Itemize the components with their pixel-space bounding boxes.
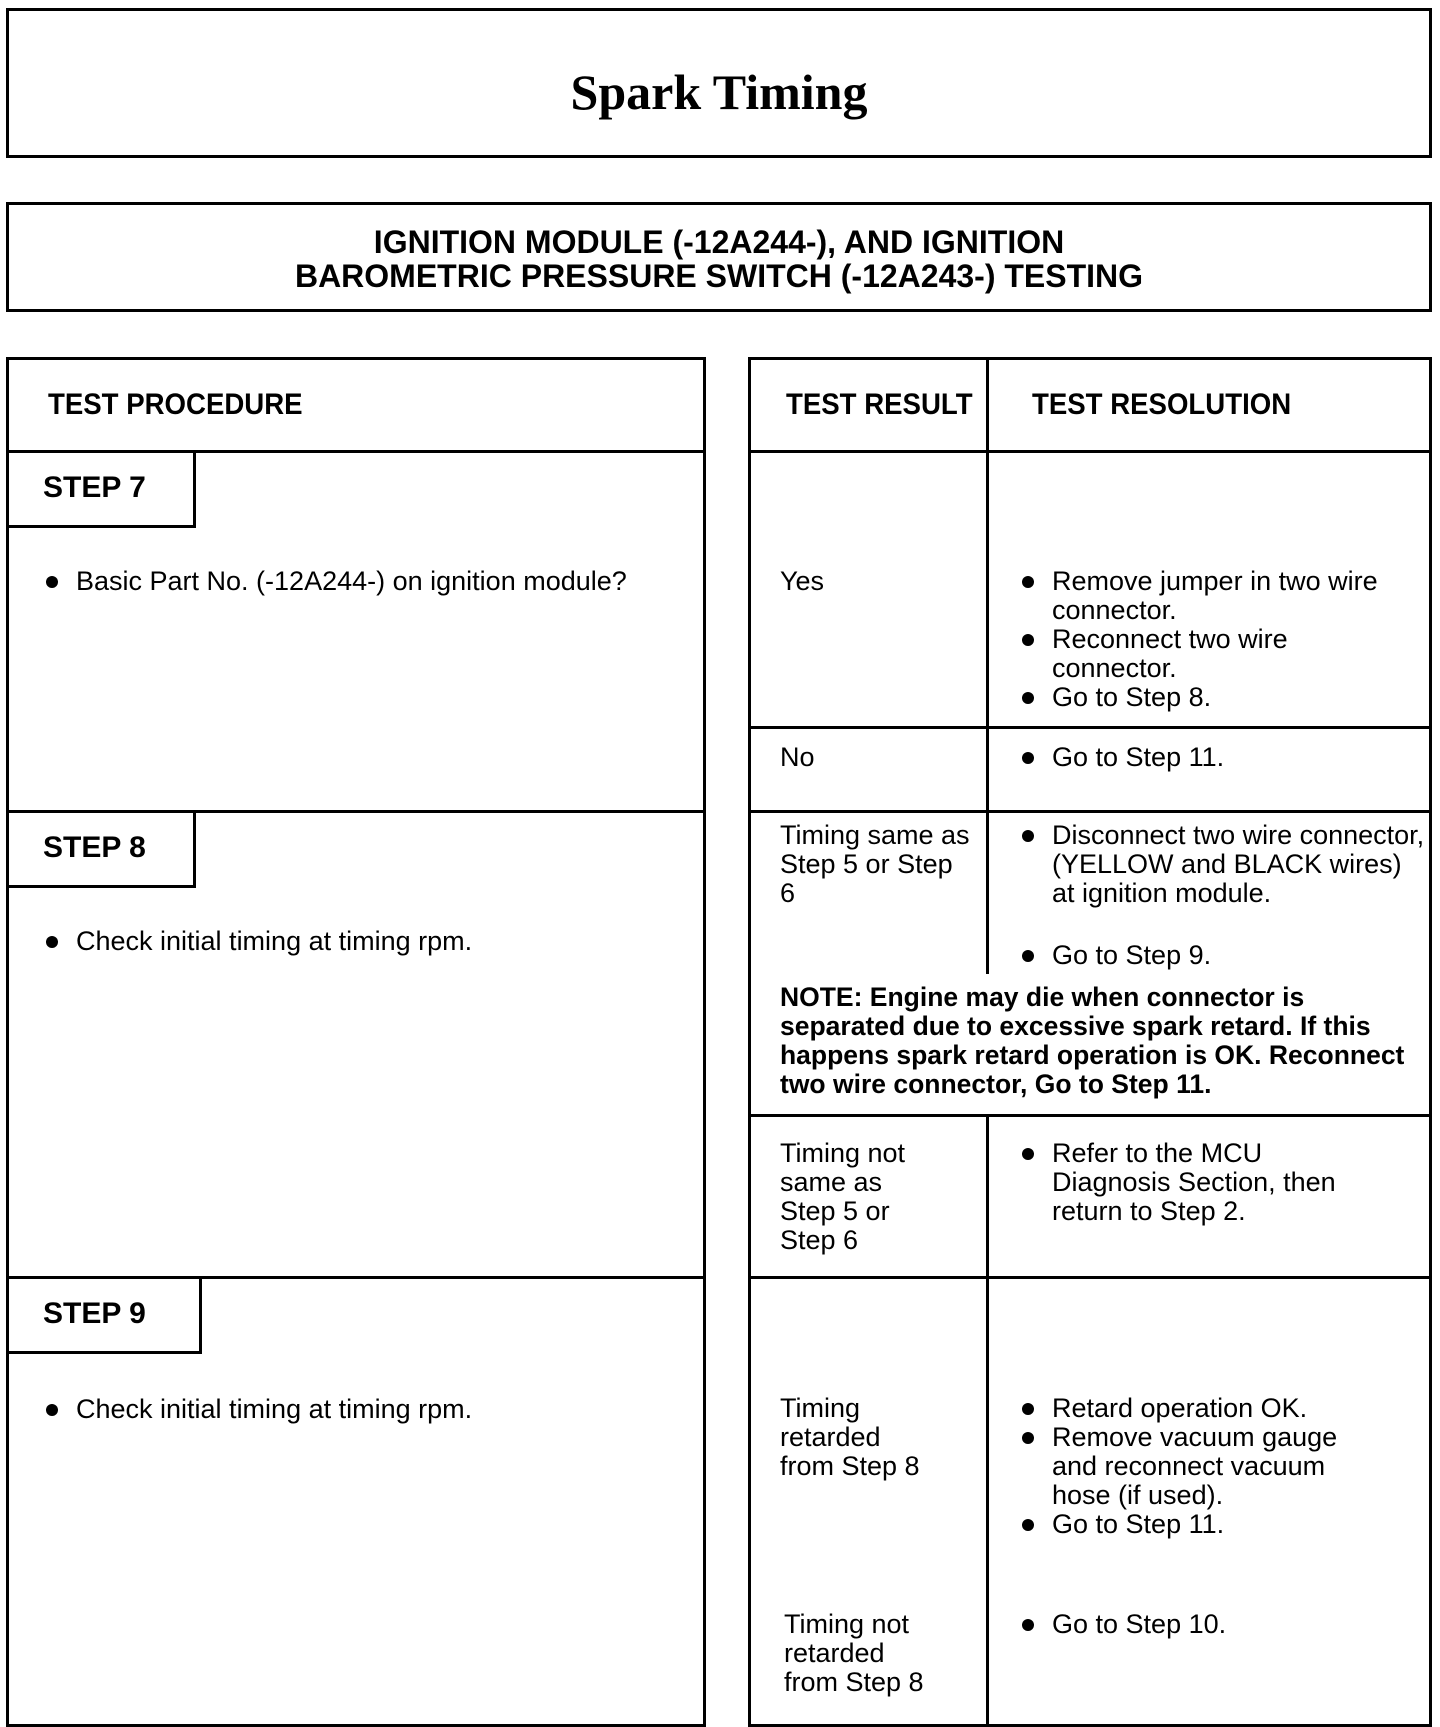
result-cell: Yes (780, 566, 825, 596)
procedure-column (6, 357, 706, 1727)
resolution-item: Disconnect two wire connector, (YELLOW and BLACK wires) at ignition module. (1020, 821, 1427, 908)
row-divider (748, 810, 1432, 813)
resolution-item: Remove vacuum gauge and reconnect vacuum hose (if used). (1020, 1423, 1382, 1510)
section-heading-line-2: BAROMETRIC PRESSURE SWITCH (-12A243-) TESTING (294, 258, 1144, 294)
step-7-procedure: Basic Part No. (-12A244-) on ignition module? (44, 567, 636, 596)
procedure-header: TEST PROCEDURE (48, 388, 303, 421)
page-title-box (6, 8, 1432, 158)
row-divider (748, 726, 1432, 729)
column-divider (986, 1114, 989, 1727)
section-heading (9, 225, 1429, 293)
bullet-icon (1022, 692, 1034, 704)
section-heading-line-1: IGNITION MODULE (-12A244-), AND IGNITION (373, 224, 1065, 260)
section-heading-box (6, 202, 1432, 312)
resolution-item: Go to Step 10. (1020, 1610, 1382, 1639)
bullet-icon (1022, 1519, 1034, 1531)
step-9-label: STEP 9 (6, 1276, 202, 1354)
bullet-icon (46, 1404, 58, 1416)
bullet-icon (1022, 1432, 1034, 1444)
resolution-item: Refer to the MCU Diagnosis Section, then return to Step 2. (1020, 1139, 1382, 1226)
result-cell: Timing not retarded from Step 8 (784, 1609, 924, 1697)
step-7-label: STEP 7 (6, 450, 196, 528)
resolution-item: Go to Step 11. (1020, 743, 1382, 772)
header-divider (748, 450, 1432, 453)
resolution-header: TEST RESOLUTION (1032, 388, 1292, 421)
row-divider (748, 1276, 1432, 1279)
bullet-icon (1022, 950, 1034, 962)
result-cell: Timing retarded from Step 8 (780, 1393, 920, 1481)
step-9-procedure: Check initial timing at timing rpm. (44, 1395, 636, 1424)
result-cell: Timing not same as Step 5 or Step 6 (780, 1138, 906, 1255)
page-title: Spark Timing (570, 64, 868, 120)
resolution-item: Go to Step 11. (1020, 1510, 1382, 1539)
bullet-icon (1022, 752, 1034, 764)
resolution-item: Remove jumper in two wire connector. (1020, 567, 1382, 625)
resolution-item: Retard operation OK. (1020, 1394, 1402, 1423)
step-8-procedure: Check initial timing at timing rpm. (44, 927, 636, 956)
bullet-icon (1022, 1148, 1034, 1160)
bullet-icon (46, 936, 58, 948)
bullet-icon (1022, 830, 1034, 842)
resolution-item: Go to Step 8. (1020, 683, 1382, 712)
result-cell: Timing same as Step 5 or Step 6 (780, 820, 970, 908)
bullet-icon (1022, 1403, 1034, 1415)
result-cell: No (780, 742, 815, 772)
step-8-label: STEP 8 (6, 810, 196, 888)
note-text: NOTE: Engine may die when connector is separated due to excessive spark retard. If this happens spark retard operation is OK. Reconnect two wire connector, Go to Step 11. (780, 982, 1405, 1099)
resolution-item: Go to Step 9. (1020, 941, 1427, 970)
bullet-icon (1022, 576, 1034, 588)
column-divider (986, 357, 989, 974)
bullet-icon (1022, 1619, 1034, 1631)
bullet-icon (1022, 634, 1034, 646)
result-header: TEST RESULT (786, 388, 973, 421)
resolution-item: Reconnect two wire connector. (1020, 625, 1382, 683)
bullet-icon (46, 576, 58, 588)
row-divider (748, 1114, 1432, 1117)
